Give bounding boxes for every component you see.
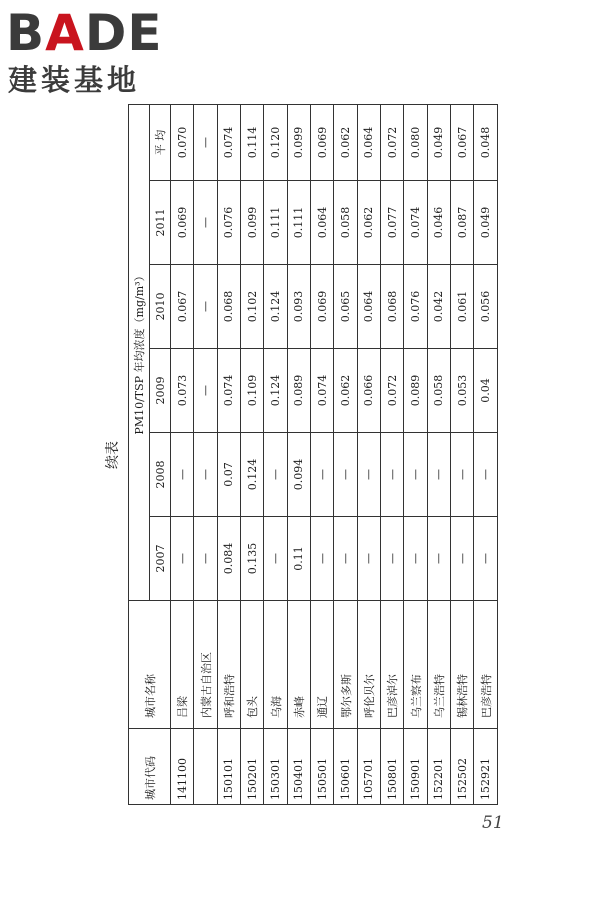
cell-value: 0.042	[427, 265, 450, 349]
cell-value: —	[334, 517, 357, 601]
cell-value: 0.077	[381, 181, 404, 265]
cell-value: 0.062	[334, 104, 357, 180]
site-logo	[6, 6, 176, 96]
cell-value: 0.120	[264, 104, 287, 180]
cell-value: 0.053	[451, 349, 474, 433]
cell-value: 0.114	[241, 104, 264, 180]
cell-value: 0.068	[217, 265, 240, 349]
cell-value: 0.072	[381, 104, 404, 180]
cell-value: 0.065	[334, 265, 357, 349]
cell-value: —	[194, 265, 217, 349]
header-city-code: 城市代码	[129, 729, 171, 805]
cell-value: —	[404, 517, 427, 601]
cell-city-name: 包头	[241, 601, 264, 729]
cell-value: 0.074	[404, 181, 427, 265]
cell-value: 0.094	[287, 433, 310, 517]
cell-city-name: 吕梁	[171, 601, 194, 729]
cell-value: 0.072	[381, 349, 404, 433]
table-row	[287, 104, 310, 804]
cell-value: —	[171, 433, 194, 517]
cell-city-name: 内蒙古自治区	[194, 601, 217, 729]
logo-subtitle: 建装基地	[8, 63, 141, 97]
table-row	[311, 104, 334, 804]
cell-city-code: 105701	[357, 729, 380, 805]
cell-city-code: 150801	[381, 729, 404, 805]
table-caption: 续表	[105, 441, 121, 469]
cell-value: —	[404, 433, 427, 517]
cell-value: —	[474, 433, 498, 517]
cell-value: 0.046	[427, 181, 450, 265]
cell-value: 0.111	[287, 181, 310, 265]
cell-value: —	[427, 433, 450, 517]
cell-value: 0.089	[287, 349, 310, 433]
cell-value: —	[381, 433, 404, 517]
cell-value: 0.124	[241, 433, 264, 517]
cell-value: 0.070	[171, 104, 194, 180]
cell-city-name: 锡林浩特	[451, 601, 474, 729]
cell-value: 0.058	[427, 349, 450, 433]
table-row	[264, 104, 287, 804]
cell-city-name: 通辽	[311, 601, 334, 729]
header-average: 平 均	[150, 104, 171, 180]
cell-city-code: 150401	[287, 729, 310, 805]
cell-value: 0.124	[264, 349, 287, 433]
cell-value: 0.076	[404, 265, 427, 349]
cell-city-code: 150501	[311, 729, 334, 805]
cell-city-code: 152201	[427, 729, 450, 805]
header-pm10-group: PM10/TSP 年均浓度（mg/m³）	[129, 104, 150, 600]
cell-value: 0.093	[287, 265, 310, 349]
cell-value: 0.066	[357, 349, 380, 433]
cell-value: —	[357, 517, 380, 601]
cell-value: 0.067	[451, 104, 474, 180]
cell-value: 0.135	[241, 517, 264, 601]
table-body	[171, 104, 498, 804]
cell-city-code: 141100	[171, 729, 194, 805]
table-row	[171, 104, 194, 804]
cell-value: 0.084	[217, 517, 240, 601]
cell-city-code: 152502	[451, 729, 474, 805]
cell-value: 0.069	[311, 265, 334, 349]
cell-value: 0.074	[217, 104, 240, 180]
cell-value: 0.099	[287, 104, 310, 180]
pm10-table	[128, 104, 498, 805]
cell-city-code	[194, 729, 217, 805]
cell-city-name: 巴彦淖尔	[381, 601, 404, 729]
cell-city-name: 赤峰	[287, 601, 310, 729]
cell-city-name: 呼伦贝尔	[357, 601, 380, 729]
cell-value: 0.067	[171, 265, 194, 349]
cell-value: —	[474, 517, 498, 601]
header-city-name: 城市名称	[129, 601, 171, 729]
cell-value: —	[194, 104, 217, 180]
cell-city-name: 乌兰察布	[404, 601, 427, 729]
cell-value: —	[194, 181, 217, 265]
cell-city-name: 乌兰浩特	[427, 601, 450, 729]
header-year-2011: 2011	[150, 181, 171, 265]
table-row	[194, 104, 217, 804]
cell-value: —	[264, 433, 287, 517]
cell-value: 0.111	[264, 181, 287, 265]
cell-value: 0.080	[404, 104, 427, 180]
cell-city-code: 150201	[241, 729, 264, 805]
cell-value: —	[451, 433, 474, 517]
cell-value: 0.076	[217, 181, 240, 265]
cell-value: 0.049	[474, 181, 498, 265]
cell-value: —	[194, 349, 217, 433]
cell-value: 0.058	[334, 181, 357, 265]
cell-value: 0.109	[241, 349, 264, 433]
table-row	[451, 104, 474, 804]
table-row	[427, 104, 450, 804]
cell-value: —	[357, 433, 380, 517]
cell-value: 0.087	[451, 181, 474, 265]
cell-value: 0.069	[171, 181, 194, 265]
cell-value: 0.064	[311, 181, 334, 265]
cell-value: —	[381, 517, 404, 601]
cell-city-code: 150601	[334, 729, 357, 805]
table-row	[241, 104, 264, 804]
header-year-2007: 2007	[150, 517, 171, 601]
cell-value: 0.089	[404, 349, 427, 433]
cell-value: —	[194, 433, 217, 517]
cell-value: —	[451, 517, 474, 601]
cell-value: 0.073	[171, 349, 194, 433]
cell-value: 0.07	[217, 433, 240, 517]
table-row	[474, 104, 498, 804]
cell-value: 0.062	[334, 349, 357, 433]
cell-value: —	[427, 517, 450, 601]
cell-value: —	[171, 517, 194, 601]
cell-value: 0.04	[474, 349, 498, 433]
cell-value: 0.049	[427, 104, 450, 180]
header-year-2010: 2010	[150, 265, 171, 349]
cell-value: 0.068	[381, 265, 404, 349]
cell-value: 0.102	[241, 265, 264, 349]
table-row	[381, 104, 404, 804]
table-row	[357, 104, 380, 804]
cell-value: 0.064	[357, 265, 380, 349]
logo-wordmark: BADE	[6, 4, 163, 62]
cell-value: —	[311, 433, 334, 517]
cell-value: —	[311, 517, 334, 601]
cell-value: 0.056	[474, 265, 498, 349]
cell-city-name: 乌海	[264, 601, 287, 729]
cell-value: 0.11	[287, 517, 310, 601]
cell-value: 0.124	[264, 265, 287, 349]
cell-value: —	[194, 517, 217, 601]
cell-value: 0.048	[474, 104, 498, 180]
header-year-2009: 2009	[150, 349, 171, 433]
cell-value: 0.074	[311, 349, 334, 433]
cell-value: 0.062	[357, 181, 380, 265]
page-number: 51	[482, 813, 504, 833]
rotated-table-page	[102, 105, 498, 805]
cell-city-name: 鄂尔多斯	[334, 601, 357, 729]
table-row	[334, 104, 357, 804]
cell-value: 0.069	[311, 104, 334, 180]
table-row	[404, 104, 427, 804]
cell-value: 0.099	[241, 181, 264, 265]
cell-city-code: 150901	[404, 729, 427, 805]
table-row	[217, 104, 240, 804]
cell-city-code: 150101	[217, 729, 240, 805]
cell-value: 0.064	[357, 104, 380, 180]
cell-value: 0.074	[217, 349, 240, 433]
header-year-2008: 2008	[150, 433, 171, 517]
cell-value: —	[264, 517, 287, 601]
cell-city-name: 呼和浩特	[217, 601, 240, 729]
cell-city-code: 152921	[474, 729, 498, 805]
cell-value: —	[334, 433, 357, 517]
cell-city-code: 150301	[264, 729, 287, 805]
cell-city-name: 巴彦浩特	[474, 601, 498, 729]
cell-value: 0.061	[451, 265, 474, 349]
